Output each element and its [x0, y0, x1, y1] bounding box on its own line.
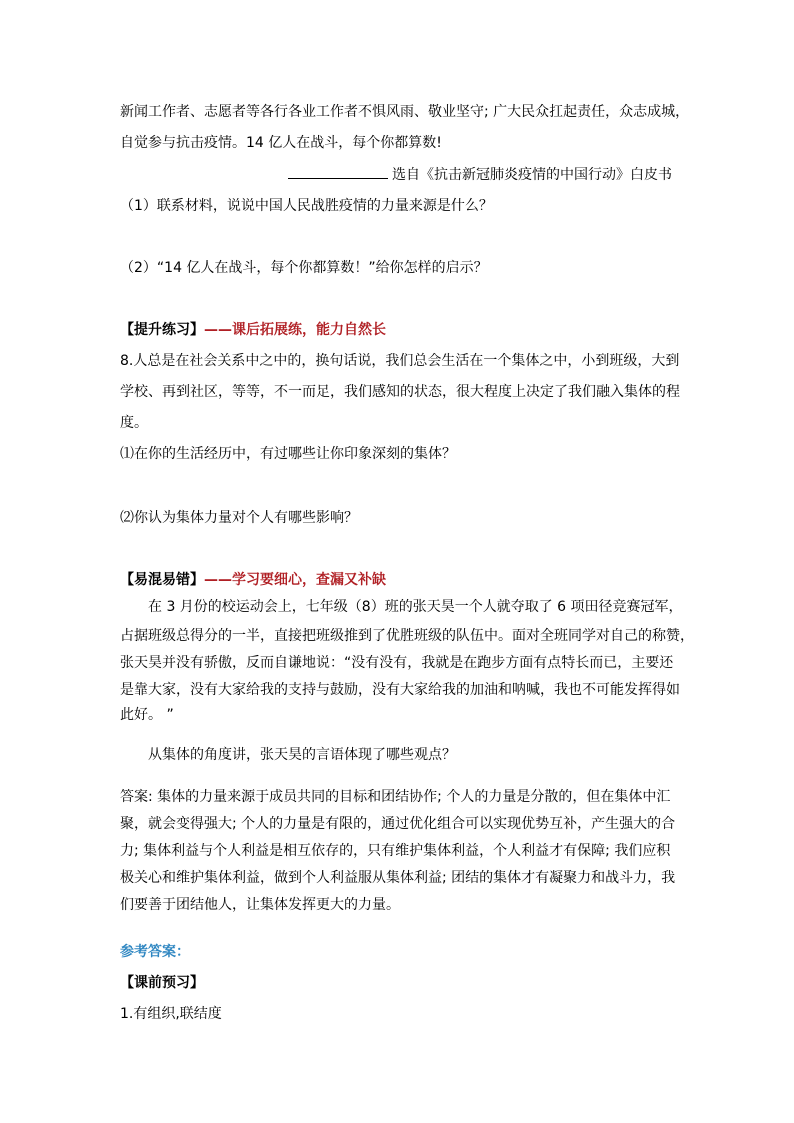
story-line-5: 此好。 ”: [120, 707, 174, 723]
story-line-2: 占据班级总得分的一半，直接把班级推到了优胜班级的队伍中。面对全班同学对自己的称赞，: [120, 628, 694, 644]
answer-line-4: 极关心和维护集体利益，做到个人利益服从集体利益; 团结的集体才有凝聚力和战斗力，我: [120, 870, 676, 886]
source-blank-underline: [288, 164, 388, 179]
section-tag: 【提升练习】: [120, 322, 204, 338]
answer-line-2: 聚，就会变得强大; 个人的力量是有限的，通过优化组合可以实现优势互补，产生强大的合: [120, 816, 676, 832]
source-text: 选自《抗击新冠肺炎疫情的中国行动》白皮书: [392, 167, 672, 183]
story-line-4: 是靠大家，没有大家给我的支持与鼓励，没有大家给我的加油和呐喊，我也不可能发挥得如: [120, 682, 680, 698]
material-line-1: 新闻工作者、志愿者等各行各业工作者不惧风雨、敬业坚守; 广大民众扛起责任，众志成城，: [120, 104, 690, 120]
story-line-3: 张天昊并没有骄傲，反而自谦地说：“没有没有，我就是在跑步方面有点特长而已，主要还: [120, 655, 674, 671]
q8-sub-2: ⑵你认为集体力量对个人有哪些影响？: [120, 510, 358, 526]
story-line-1: 在 3 月份的校运动会上，七年级（8）班的张天昊一个人就夺取了 6 项田径竞赛冠军，: [148, 599, 683, 615]
reference-section-heading: 【课前预习】: [120, 975, 204, 991]
q8-line-1: 8.人总是在社会关系中之中的，换句话说，我们总会生活在一个集体之中，小到班级，大到: [120, 353, 680, 369]
reference-item-1: 1.有组织,联结度: [120, 1006, 222, 1022]
q7-sub-2: （2）“14 亿人在战斗，每个你都算数！”给你怎样的启示？: [120, 260, 488, 276]
section-heading-tisheng: [120, 320, 700, 340]
reference-answers-title: 参考答案：: [120, 944, 190, 960]
story-question: 从集体的角度讲，张天昊的言语体现了哪些观点？: [148, 747, 456, 763]
q8-sub-1: ⑴在你的生活经历中，有过哪些让你印象深刻的集体？: [120, 446, 456, 462]
q8-line-2: 学校、再到社区，等等，不一而足，我们感知的状态，很大程度上决定了我们融入集体的程: [120, 384, 680, 400]
answer-line-1: 答案: 集体的力量来源于成员共同的目标和团结协作; 个人的力量是分散的，但在集体中汇: [120, 789, 671, 805]
q7-sub-1: （1）联系材料，说说中国人民战胜疫情的力量来源是什么？: [120, 198, 493, 214]
answer-line-5: 们要善于团结他人，让集体发挥更大的力量。: [120, 897, 400, 913]
section-heading-yihun: [120, 570, 700, 590]
section-subtitle: ——学习要细心，查漏又补缺: [204, 572, 386, 588]
material-line-2: 自觉参与抗击疫情。14 亿人在战斗，每个你都算数!: [120, 135, 442, 151]
section-subtitle: ——课后拓展练，能力自然长: [204, 322, 386, 338]
q8-line-3: 度。: [120, 415, 148, 431]
material-source: [288, 164, 672, 185]
section-tag: 【易混易错】: [120, 572, 204, 588]
answer-line-3: 力; 集体利益与个人利益是相互依存的，只有维护集体利益，个人利益才有保障; 我们应积: [120, 843, 671, 859]
